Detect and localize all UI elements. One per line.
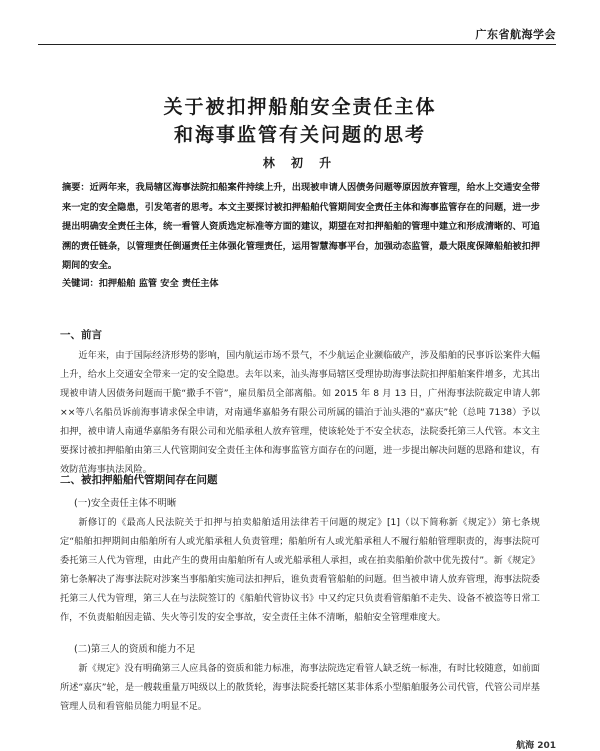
running-header [38,22,556,45]
page-footer: 航海 201 [516,741,556,751]
section-heading-problems: 二、被扣押船舶代管期间存在问题 [60,474,218,486]
article-title-line-1: 关于被扣押船舶安全责任主体 [163,96,437,118]
intro-paragraph: 近年来，由于国际经济形势的影响，国内航运市场不景气，不少航运企业濒临破产，涉及船舶的民事诉讼案件大幅上升，给水上交通安全带来一定的安全隐患。去年以来，汕头海事局辖区受理协助海事法院扣押船舶案件增多，尤其出现被申请人因债务问题而干脆“撒手不管”，雇员船员全部离船。如 2015 年 8 月 13 日，广州海事法院裁定申请人郭××等八名船员诉前海事请求保全申请，对南通华嘉船务有限公司所属的锚泊于汕头港的“嘉庆”轮（总吨 7138）予以扣押，被申请人南通华嘉船务有限公司和光船承租人放弃管理，使该轮处于不安全状态，法院委托第三人代管。本文主要探讨被扣押船舶由第三人代管期间安全责任主体和海事监管方面存在的问题，进一步提出解决问题的思路和建议，有效防范海事执法风险。 [60,350,540,475]
abstract: 摘要：近两年来，我局辖区海事法院扣船案件持续上升，出现被申请人因债务问题等原因放弃管理，给水上交通安全带来一定的安全隐患，引发笔者的思考。本文主要探讨被扣押船舶代管期间安全责任主体和海事监管存在的问题，进一步提出明确安全责任主体，统一看管人资质选定标准等方面的建议，期望在对扣押船舶的管理中建立和形成清晰的、可追溯的责任链条，以管理责任倒逼责任主体强化管理责任，运用智慧海事平台，加强动态监管，最大限度保障船舶被扣押期间的安全。 [62,182,540,271]
article-title-line-2: 和海事监管有关问题的思考 [173,124,426,146]
journal-name: 广东省航海学会 [475,28,556,41]
keywords: 关键词：扣押船舶 监管 安全 责任主体 [62,278,219,289]
responsibility-paragraph: 新修订的《最高人民法院关于扣押与拍卖船舶适用法律若干问题的规定》[1]（以下简称新《规定》）第七条规定“船舶扣押期间由船舶所有人或光船承租人负责管理；船舶所有人或光船承租人不履行船舶管理职责的，海事法院可委托第三人代为管理，由此产生的费用由船舶所有人或光船承租人承担，或在拍卖船舶价款中优先拨付”。新《规定》第七条解决了海事法院对涉案当事船舶实施司法扣押后，谁负责看管船舶的问题。但当被申请人放弃管理，海事法院委托第三人代为管理，第三人在与法院签订的《船舶代管协议书》中又约定只负责看管船舶不走失、设备不被盗等日常工作，不负责船舶因走锚、失火等引发的安全事故，安全责任主体不清晰，船舶安全管理难度大。 [60,517,540,623]
qualification-paragraph: 新《规定》没有明确第三人应具备的资质和能力标准，海事法院选定看管人缺乏统一标准，有时比较随意，如前面所述“嘉庆”轮，是一艘载重量万吨级以上的散货轮，海事法院委托辖区某非体系小型船舶服务公司代管，代管公司岸基管理人员和看管船员能力明显不足。 [60,663,540,712]
subsection-heading-responsibility: (一)安全责任主体不明晰 [74,498,177,509]
author-name: 林 初 升 [262,156,338,170]
subsection-heading-qualification: (二)第三人的资质和能力不足 [74,644,196,655]
section-heading-intro: 一、前言 [60,329,102,341]
